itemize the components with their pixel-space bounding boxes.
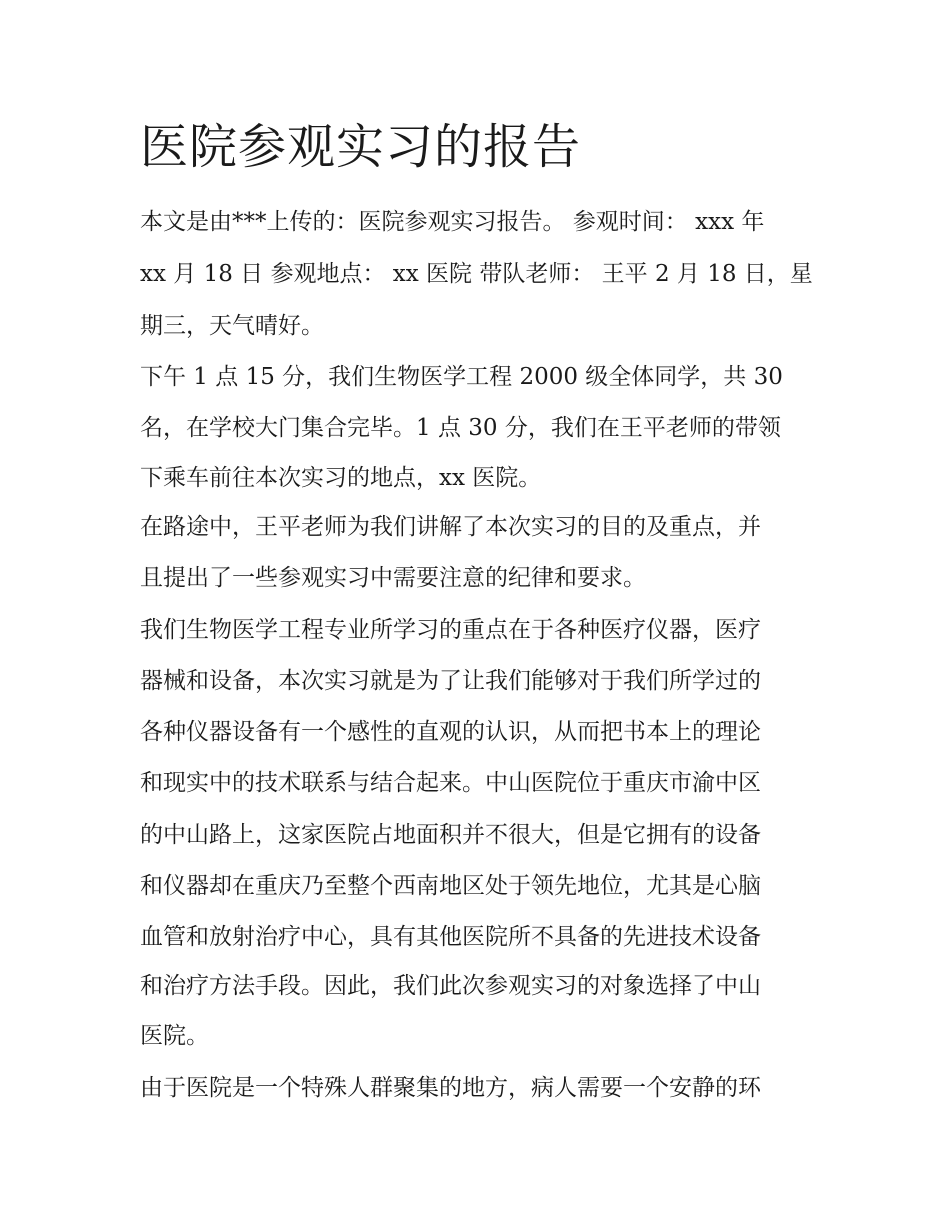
paragraph-line: 和治疗方法手段。因此，我们此次参观实习的对象选择了中山 — [140, 973, 761, 999]
paragraph-line: 在路途中，王平老师为我们讲解了本次实习的目的及重点，并 — [140, 514, 761, 540]
paragraph-line: 下午 1 点 15 分，我们生物医学工程 2000 级全体同学，共 30 — [140, 364, 783, 390]
paragraph-line: 我们生物医学工程专业所学习的重点在于各种医疗仪器，医疗 — [140, 617, 761, 643]
paragraph-line: 的中山路上，这家医院占地面积并不很大，但是它拥有的设备 — [140, 822, 761, 848]
paragraph-line: 医院。 — [140, 1023, 209, 1049]
paragraph-line: xx 月 18 日 参观地点： xx 医院 带队老师： 王平 2 月 18 日，星 — [140, 261, 813, 287]
paragraph-line: 且提出了一些参观实习中需要注意的纪律和要求。 — [140, 565, 646, 591]
paragraph-line: 本文是由***上传的：医院参观实习报告。 参观时间： xxx 年 — [140, 209, 765, 235]
paragraph-line: 血管和放射治疗中心，具有其他医院所不具备的先进技术设备 — [140, 924, 761, 950]
paragraph-line: 下乘车前往本次实习的地点，xx 医院。 — [140, 465, 542, 491]
paragraph-line: 和仪器却在重庆乃至整个西南地区处于领先地位，尤其是心脑 — [140, 873, 761, 899]
document-title: 医院参观实习的报告 — [140, 119, 582, 175]
paragraph-line: 和现实中的技术联系与结合起来。中山医院位于重庆市渝中区 — [140, 770, 761, 796]
paragraph-line: 期三，天气晴好。 — [140, 313, 324, 339]
paragraph-line: 各种仪器设备有一个感性的直观的认识，从而把书本上的理论 — [140, 719, 761, 745]
paragraph-line: 名，在学校大门集合完毕。1 点 30 分，我们在王平老师的带领 — [140, 415, 781, 441]
paragraph-line: 器械和设备，本次实习就是为了让我们能够对于我们所学过的 — [140, 668, 761, 694]
paragraph-line: 由于医院是一个特殊人群聚集的地方，病人需要一个安静的环 — [140, 1075, 761, 1101]
